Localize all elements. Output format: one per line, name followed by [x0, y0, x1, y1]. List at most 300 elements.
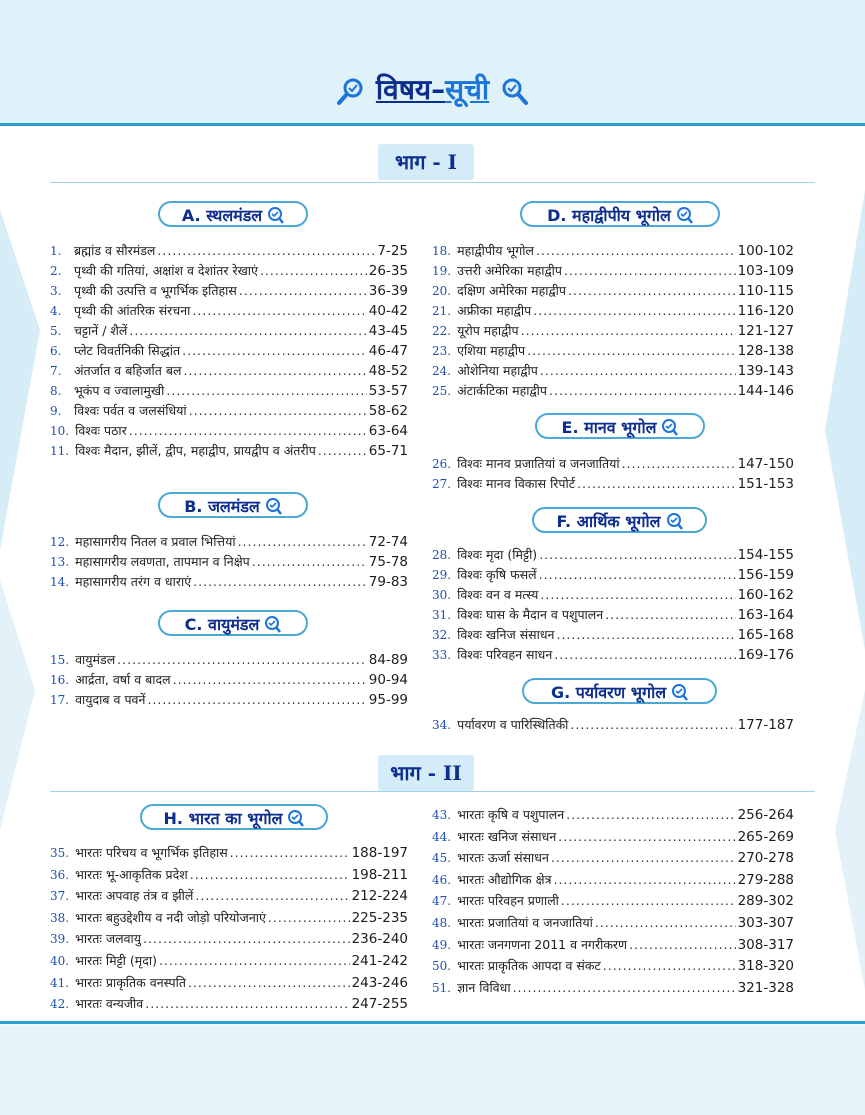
toc-entry [50, 382, 408, 402]
entry-title: ब्रह्मांड व सौरमंडल [74, 243, 156, 258]
entry-number: 18. [432, 244, 452, 258]
toc-entry [432, 566, 794, 586]
toc-entry [432, 455, 794, 475]
entry-pages: 26-35 [368, 263, 408, 279]
dot-leader [159, 953, 350, 968]
magnifier-check-icon [263, 615, 281, 633]
section-header-h [140, 804, 328, 830]
entry-number: 17. [50, 693, 70, 707]
toc-entry [432, 475, 794, 495]
entry-pages: 177-187 [737, 717, 794, 733]
toc-entry [50, 651, 408, 671]
toc-entry [432, 242, 794, 262]
toc-entry [50, 242, 408, 262]
entry-pages: 318-320 [737, 958, 794, 975]
entry-pages: 40-42 [368, 303, 408, 319]
dot-leader [622, 456, 736, 471]
entry-title: भारतः प्राकृतिक आपदा व संकट [457, 958, 601, 974]
entry-title: पृथ्वी की आंतरिक संरचना [74, 303, 191, 318]
entry-title: भारतः कृषि व पशुपालन [457, 807, 565, 822]
entry-number: 36. [50, 867, 70, 882]
entry-number: 46. [432, 872, 452, 887]
magnifier-check-icon [670, 683, 688, 701]
magnifier-icon [499, 76, 529, 106]
magnifier-check-icon [660, 418, 678, 436]
dot-leader [182, 343, 367, 358]
dot-leader [556, 627, 735, 642]
list-f [432, 546, 794, 666]
dot-leader [173, 672, 367, 687]
toc-entry [432, 979, 794, 1001]
entry-number: 9. [50, 404, 62, 418]
dot-leader [568, 283, 736, 298]
toc-entry [432, 362, 794, 382]
entry-number: 13. [50, 555, 70, 569]
entry-pages: 100-102 [737, 243, 794, 259]
toc-entry [50, 262, 408, 282]
toc-entry [50, 422, 408, 442]
entry-title: पर्यावरण व पारिस्थितिकी [457, 717, 569, 732]
section-header-f [532, 507, 707, 533]
entry-pages: 110-115 [737, 283, 794, 299]
entry-pages: 270-278 [737, 850, 794, 867]
entry-number: 40. [50, 953, 70, 968]
entry-title: पृथ्वी की उत्पत्ति व भूगर्भिक इतिहास [74, 283, 237, 298]
entry-pages: 236-240 [351, 931, 408, 948]
toc-entry [432, 871, 794, 893]
toc-entry [432, 322, 794, 342]
entry-title: आर्द्रता, वर्षा व बादल [75, 672, 171, 687]
entry-pages: 321-328 [737, 979, 794, 996]
dot-leader [595, 915, 736, 930]
entry-number: 47. [432, 894, 452, 909]
entry-number: 29. [432, 568, 452, 582]
entry-pages: 65-71 [368, 443, 408, 459]
toc-entry [50, 402, 408, 422]
toc-entry [50, 442, 408, 462]
toc-entry [432, 262, 794, 282]
entry-title: भारतः बहुउद्देशीय व नदी जोड़ो परियोजनाएं [75, 909, 266, 925]
top-rule [0, 123, 865, 126]
dot-leader [540, 587, 735, 602]
entry-pages: 84-89 [368, 652, 408, 668]
toc-entry [50, 995, 408, 1017]
list-a [50, 242, 408, 462]
entry-number: 24. [432, 364, 452, 378]
entry-pages: 43-45 [368, 323, 408, 339]
toc-entry [50, 282, 408, 302]
dot-leader [143, 931, 350, 946]
list-h-left [50, 844, 408, 1017]
entry-pages: 48-52 [368, 363, 408, 379]
toc-entry [50, 974, 408, 996]
entry-number: 22. [432, 324, 452, 338]
entry-number: 12. [50, 535, 70, 549]
list-c [50, 651, 408, 711]
entry-title: अंटार्कटिका महाद्वीप [457, 383, 548, 398]
entry-pages: 156-159 [737, 567, 794, 583]
entry-title: अफ्रीका महाद्वीप [457, 303, 532, 318]
dot-leader [192, 303, 366, 318]
dot-leader [147, 692, 366, 707]
entry-pages: 303-307 [737, 914, 794, 931]
entry-number: 11. [50, 444, 70, 458]
entry-number: 35. [50, 846, 70, 860]
entry-title: विश्वः वन व मत्स्य [457, 587, 539, 602]
entry-title: महाद्वीपीय भूगोल [457, 243, 534, 258]
entry-pages: 188-197 [351, 845, 408, 861]
toc-entry [50, 533, 408, 553]
toc-entry [50, 844, 408, 866]
entry-number: 48. [432, 915, 452, 930]
dot-leader [605, 607, 735, 622]
entry-pages: 36-39 [368, 283, 408, 299]
entry-number: 41. [50, 975, 70, 990]
dot-leader [629, 937, 736, 952]
list-d [432, 242, 794, 402]
entry-number: 8. [50, 384, 62, 398]
entry-title: यूरोप महाद्वीप [457, 323, 519, 338]
entry-title: विश्वः मृदा (मिट्टी) [457, 547, 538, 562]
dot-leader [566, 807, 735, 822]
right-decoration [805, 130, 865, 1010]
toc-entry [432, 626, 794, 646]
entry-title: विश्वः परिवहन साधन [457, 647, 553, 662]
entry-pages: 90-94 [368, 672, 408, 688]
dot-leader [260, 263, 367, 278]
dot-leader [117, 652, 367, 667]
dot-leader [189, 403, 367, 418]
entry-pages: 121-127 [737, 323, 794, 339]
dot-leader [195, 888, 349, 903]
entry-number: 26. [432, 457, 452, 471]
toc-entry [432, 302, 794, 322]
entry-number: 42. [50, 997, 70, 1012]
entry-pages: 46-47 [368, 343, 408, 359]
entry-title: वायुदाब व पवनें [75, 692, 146, 707]
dot-leader [540, 363, 736, 378]
entry-number: 5. [50, 324, 62, 338]
entry-title: चट्टानें / शैलें [74, 323, 128, 338]
entry-number: 34. [432, 718, 452, 732]
part-1-label: भाग - I [378, 144, 474, 180]
entry-number: 27. [432, 477, 452, 491]
entry-title: भारतः जनगणना 2011 व नगरीकरण [457, 936, 628, 952]
section-title: C. वायुमंडल [184, 615, 260, 634]
section-header-g [522, 678, 717, 704]
toc-entry [432, 892, 794, 914]
entry-pages: 79-83 [368, 574, 408, 590]
section-title: B. जलमंडल [184, 497, 260, 516]
entry-number: 1. [50, 244, 62, 258]
entry-pages: 163-164 [737, 607, 794, 623]
entry-pages: 144-146 [737, 383, 794, 399]
toc-entry [50, 302, 408, 322]
dot-leader [570, 717, 735, 732]
dot-leader [539, 547, 735, 562]
entry-title: भारतः औद्योगिक क्षेत्र [457, 871, 552, 887]
dot-leader [239, 283, 367, 298]
toc-entry [432, 606, 794, 626]
toc-entry [432, 646, 794, 666]
section-header-c [158, 610, 308, 636]
entry-number: 45. [432, 851, 452, 866]
entry-title: दक्षिण अमेरिका महाद्वीप [457, 283, 567, 298]
entry-title: वायुमंडल [75, 652, 116, 667]
entry-title: एशिया महाद्वीप [457, 343, 526, 358]
entry-pages: 72-74 [368, 534, 408, 550]
toc-entry [50, 342, 408, 362]
dot-leader [554, 647, 735, 662]
entry-number: 39. [50, 932, 70, 947]
toc-entry [50, 930, 408, 952]
entry-number: 19. [432, 264, 452, 278]
entry-pages: 7-25 [377, 243, 408, 259]
entry-number: 7. [50, 364, 62, 378]
dot-leader [551, 850, 736, 865]
section-title: G. पर्यावरण भूगोल [550, 683, 667, 702]
entry-pages: 147-150 [737, 456, 794, 472]
list-e [432, 455, 794, 495]
magnifier-check-icon [266, 206, 284, 224]
dot-leader [129, 423, 367, 438]
part-divider [50, 791, 815, 792]
entry-pages: 116-120 [737, 303, 794, 319]
entry-number: 38. [50, 910, 70, 925]
toc-entry [432, 586, 794, 606]
entry-pages: 95-99 [368, 692, 408, 708]
entry-number: 30. [432, 588, 452, 602]
toc-entry [50, 952, 408, 974]
toc-entry [432, 849, 794, 871]
dot-leader [190, 867, 350, 882]
entry-pages: 247-255 [351, 996, 408, 1013]
entry-pages: 103-109 [737, 263, 794, 279]
page-title [0, 70, 865, 108]
dot-leader [252, 554, 367, 569]
toc-entry [50, 362, 408, 382]
part-divider [50, 182, 815, 183]
entry-pages: 241-242 [351, 952, 408, 969]
toc-entry [50, 553, 408, 573]
toc-entry [50, 573, 408, 593]
dot-leader [188, 975, 350, 990]
entry-pages: 139-143 [737, 363, 794, 379]
entry-number: 10. [50, 424, 70, 438]
toc-entry [432, 914, 794, 936]
entry-title: विश्वः पर्वत व जलसंधियां [74, 403, 187, 418]
toc-entry [432, 957, 794, 979]
entry-pages: 169-176 [737, 647, 794, 663]
entry-pages: 165-168 [737, 627, 794, 643]
toc-entry [50, 887, 408, 909]
entry-title: विश्वः खनिज संसाधन [457, 627, 555, 642]
entry-pages: 225-235 [351, 909, 408, 926]
entry-title: भारतः वन्यजीव [75, 996, 144, 1012]
list-b [50, 533, 408, 593]
section-header-b [158, 492, 308, 518]
dot-leader [564, 263, 736, 278]
entry-number: 31. [432, 608, 452, 622]
entry-title: भारतः भू-आकृतिक प्रदेश [75, 866, 188, 882]
magnifier-check-icon [264, 497, 282, 515]
section-header-e [535, 413, 705, 439]
section-title: F. आर्थिक भूगोल [556, 512, 661, 531]
entry-title: भारतः ऊर्जा संसाधन [457, 850, 549, 866]
part-2-label: भाग - II [378, 755, 474, 791]
entry-title: अंतर्जात व बहिर्जात बल [74, 363, 182, 378]
entry-number: 6. [50, 344, 62, 358]
toc-entry [432, 828, 794, 850]
toc-entry [432, 382, 794, 402]
entry-pages: 289-302 [737, 893, 794, 910]
entry-number: 49. [432, 937, 452, 952]
magnifier-check-icon [286, 809, 304, 827]
entry-number: 51. [432, 980, 452, 995]
toc-entry [432, 546, 794, 566]
entry-title: भारतः परिवहन प्रणाली [457, 893, 559, 909]
toc-entry [432, 282, 794, 302]
entry-title: भारतः प्राकृतिक वनस्पति [75, 974, 186, 990]
entry-title: विश्वः मैदान, झीलें, द्वीप, महाद्वीप, प्रायद्वीप व अंतरीप [75, 443, 316, 458]
entry-title: विश्वः मानव विकास रिपोर्ट [457, 476, 576, 491]
entry-number: 43. [432, 808, 452, 822]
toc-entry [432, 806, 794, 828]
toc-entry [50, 691, 408, 711]
dot-leader [513, 980, 736, 995]
dot-leader [238, 534, 367, 549]
dot-leader [549, 383, 736, 398]
entry-number: 16. [50, 673, 70, 687]
entry-title: विश्वः मानव प्रजातियां व जनजातियां [457, 456, 620, 471]
entry-title: उत्तरी अमेरिका महाद्वीप [457, 263, 562, 278]
dot-leader [558, 829, 735, 844]
entry-title: विश्वः पठार [75, 423, 127, 438]
entry-pages: 128-138 [737, 343, 794, 359]
entry-title: भूकंप व ज्वालामुखी [74, 383, 165, 398]
entry-number: 21. [432, 304, 452, 318]
list-h-right [432, 806, 794, 1000]
section-title: A. स्थलमंडल [181, 206, 263, 225]
entry-pages: 212-224 [351, 888, 408, 905]
entry-title: भारतः अपवाह तंत्र व झीलें [75, 888, 194, 904]
entry-title: भारतः जलवायु [75, 931, 142, 947]
entry-number: 44. [432, 829, 452, 844]
list-g [432, 716, 794, 736]
entry-pages: 75-78 [368, 554, 408, 570]
dot-leader [603, 958, 736, 973]
title-part-1: विषय– [375, 73, 446, 106]
dot-leader [183, 363, 366, 378]
toc-entry [50, 866, 408, 888]
toc-entry [50, 671, 408, 691]
entry-number: 14. [50, 575, 70, 589]
entry-pages: 154-155 [737, 547, 794, 563]
magnifier-check-icon [665, 512, 683, 530]
section-header-a [158, 201, 308, 227]
section-title: D. महाद्वीपीय भूगोल [547, 206, 671, 225]
toc-entry [432, 936, 794, 958]
dot-leader [533, 303, 735, 318]
dot-leader [527, 343, 736, 358]
section-title: H. भारत का भूगोल [163, 809, 283, 828]
magnifier-icon [336, 76, 366, 106]
magnifier-check-icon [675, 206, 693, 224]
entry-number: 20. [432, 284, 452, 298]
toc-entry [50, 322, 408, 342]
dot-leader [521, 323, 736, 338]
entry-pages: 151-153 [737, 476, 794, 492]
dot-leader [230, 845, 350, 860]
entry-title: भारतः खनिज संसाधन [457, 828, 557, 844]
toc-entry [432, 716, 794, 736]
entry-number: 4. [50, 304, 62, 318]
entry-title: भारतः मिट्टी (मृदा) [75, 952, 157, 968]
dot-leader [577, 476, 736, 491]
entry-title: महासागरीय तरंग व धाराएं [75, 574, 192, 589]
section-header-d [520, 201, 720, 227]
dot-leader [561, 893, 736, 908]
entry-title: पृथ्वी की गतियां, अक्षांश व देशांतर रेखाएं [74, 263, 258, 278]
entry-pages: 308-317 [737, 936, 794, 953]
toc-entry [50, 909, 408, 931]
entry-number: 37. [50, 889, 70, 904]
bottom-rule [0, 1021, 865, 1024]
dot-leader [536, 243, 736, 258]
entry-pages: 198-211 [351, 866, 408, 883]
dot-leader [145, 996, 349, 1011]
entry-pages: 160-162 [737, 587, 794, 603]
entry-pages: 279-288 [737, 871, 794, 888]
entry-title: विश्वः कृषि फसलें [457, 567, 537, 582]
entry-title: प्लेट विवर्तनिकी सिद्धांत [74, 343, 181, 358]
entry-number: 3. [50, 284, 62, 298]
dot-leader [318, 443, 367, 458]
entry-number: 50. [432, 959, 452, 974]
entry-pages: 256-264 [737, 807, 794, 823]
entry-number: 32. [432, 628, 452, 642]
dot-leader [193, 574, 367, 589]
dot-leader [539, 567, 736, 582]
entry-number: 33. [432, 648, 452, 662]
entry-title: महासागरीय नितल व प्रवाल भित्तियां [75, 534, 236, 549]
dot-leader [166, 383, 366, 398]
entry-title: ज्ञान विविधा [457, 979, 511, 995]
entry-number: 23. [432, 344, 452, 358]
entry-title: विश्वः घास के मैदान व पशुपालन [457, 607, 604, 622]
entry-number: 15. [50, 653, 70, 667]
toc-entry [432, 342, 794, 362]
entry-title: महासागरीय लवणता, तापमान व निक्षेप [75, 554, 250, 569]
entry-title: भारतः प्रजातियां व जनजातियां [457, 914, 593, 930]
dot-leader [553, 872, 735, 887]
dot-leader [157, 243, 375, 258]
entry-number: 28. [432, 548, 452, 562]
entry-title: ओशेनिया महाद्वीप [457, 363, 538, 378]
entry-pages: 53-57 [368, 383, 408, 399]
dot-leader [129, 323, 366, 338]
title-part-2: सूची [445, 73, 490, 106]
dot-leader [268, 910, 350, 925]
entry-pages: 243-246 [351, 974, 408, 991]
entry-title: भारतः परिचय व भूगर्भिक इतिहास [75, 845, 228, 860]
entry-pages: 58-62 [368, 403, 408, 419]
entry-pages: 63-64 [368, 423, 408, 439]
entry-number: 25. [432, 384, 452, 398]
entry-pages: 265-269 [737, 828, 794, 845]
entry-number: 2. [50, 264, 62, 278]
section-title: E. मानव भूगोल [561, 418, 657, 437]
